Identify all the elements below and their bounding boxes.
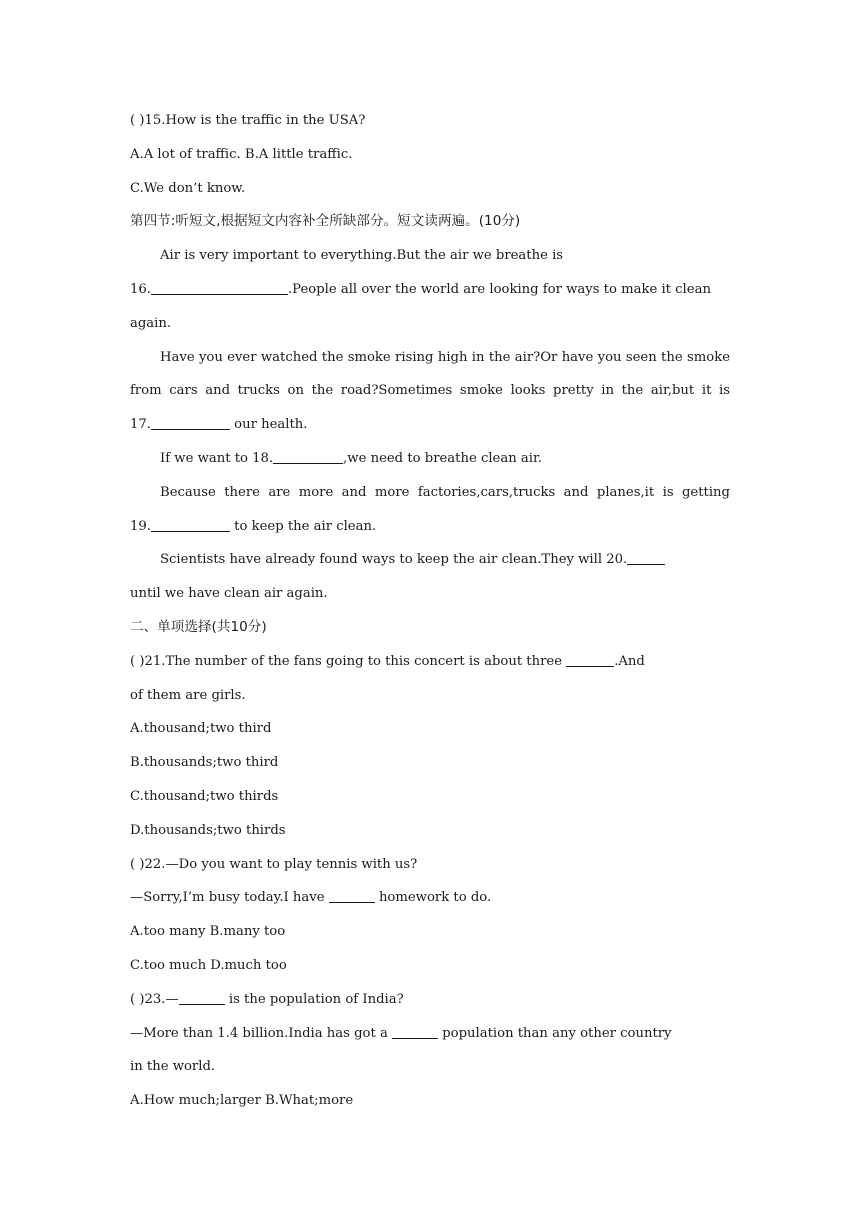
question-21: ( )21.The number of the fans going to this concert is about three .And: [130, 653, 645, 669]
question-22-options-ab: A.too many B.many too: [130, 924, 286, 940]
question-22-reply: —Sorry,I’m busy today.I have homework to do.: [130, 890, 492, 906]
passage-line: If we want to 18. ,we need to breathe clean air.: [160, 450, 543, 466]
question-21-option-d: D.thousands;two thirds: [130, 822, 286, 838]
question-23: ( )23.— is the population of India?: [130, 991, 404, 1007]
section-2-heading: 二、单项选择(共10分): [130, 618, 267, 635]
question-23-reply: —More than 1.4 billion.India has got a population than any other country: [130, 1025, 672, 1041]
answer-blank-22[interactable]: [329, 888, 375, 903]
passage-line: until we have clean air again.: [130, 586, 328, 602]
question-21-continued: of them are girls.: [130, 687, 246, 703]
passage-line: 19. to keep the air clean.: [130, 518, 377, 534]
question-21-option-b: B.thousands;two third: [130, 755, 279, 771]
passage-line: Have you ever watched the smoke rising high in the air?Or have you seen the smoke: [160, 349, 730, 365]
question-15-option-c: C.We don’t know.: [130, 180, 246, 196]
answer-blank-20[interactable]: [627, 550, 665, 565]
question-22: ( )22.—Do you want to play tennis with us?: [130, 856, 418, 872]
passage-line: Scientists have already found ways to keep the air clean.They will 20.: [130, 543, 730, 577]
passage-line: from cars and trucks on the road?Sometimes smoke looks pretty in the air,but it is: [130, 383, 730, 399]
question-22-options-cd: C.too much D.much too: [130, 957, 287, 973]
answer-blank-16[interactable]: [151, 280, 288, 295]
section-4-heading: 第四节:听短文,根据短文内容补全所缺部分。短文读两遍。(10分): [130, 213, 521, 230]
question-21-option-c: C.thousand;two thirds: [130, 788, 279, 804]
answer-blank-19[interactable]: [151, 517, 230, 532]
question-15: ( )15.How is the traffic in the USA?: [130, 113, 366, 128]
passage-line: again.: [130, 315, 172, 331]
question-21-option-a: A.thousand;two third: [130, 721, 272, 737]
passage-line: Air is very important to everything.But the air we breathe is: [160, 248, 564, 264]
answer-blank-18[interactable]: [273, 449, 343, 464]
passage-line: 17. our health.: [130, 417, 308, 433]
passage-line: Because there are more and more factories,cars,trucks and planes,it is getting: [160, 484, 730, 500]
answer-blank-21[interactable]: [566, 652, 614, 667]
question-23-options-ab: A.How much;larger B.What;more: [130, 1093, 354, 1109]
document-page: [130, 104, 730, 1118]
question-15-options-ab: A.A lot of traffic. B.A little traffic.: [130, 146, 353, 162]
answer-blank-17[interactable]: [151, 415, 230, 430]
answer-blank-23a[interactable]: [179, 990, 225, 1005]
answer-blank-23b[interactable]: [392, 1024, 438, 1039]
question-23-continued: in the world.: [130, 1059, 216, 1075]
passage-line: 16. .People all over the world are looking for ways to make it clean: [130, 281, 711, 297]
